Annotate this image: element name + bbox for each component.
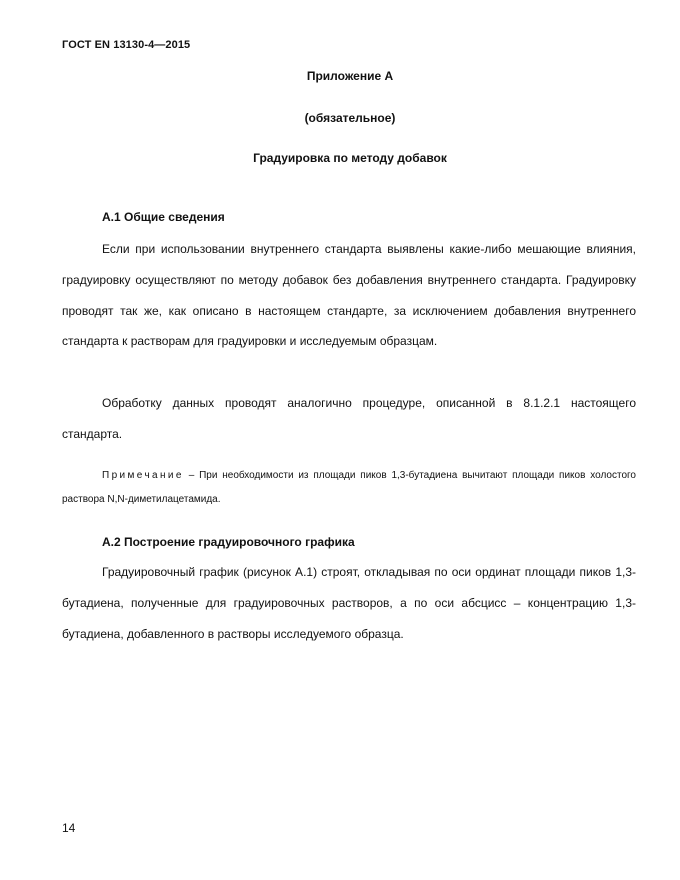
section-heading-a1: А.1 Общие сведения <box>102 210 225 224</box>
paragraph-a1-1: Если при использовании внутреннего стандарта выявлены какие-либо мешающие влияния, градуировку осуществляют по методу добавок без добавления внутреннего стандарта. Градуировку проводят так же, как описано в настоящем стандарте, за исключением добавления внутреннего стандарта к растворам для градуировки и исследуемым образцам. <box>62 242 636 349</box>
page-number: 14 <box>62 821 76 835</box>
section-heading-a2: А.2 Построение градуировочного графика <box>102 535 355 549</box>
appendix-subject: Градуировка по методу добавок <box>253 151 447 165</box>
appendix-status: (обязательное) <box>304 111 396 125</box>
note-text: – При необходимости из площади пиков 1,3-бутадиена вычитают площади пиков холостого раствора N,N-диметилацетамида. <box>62 470 636 505</box>
note <box>62 464 636 512</box>
document-code: ГОСТ EN 13130-4—2015 <box>62 39 191 51</box>
paragraph-a1-2: Обработку данных проводят аналогично процедуре, описанной в 8.1.2.1 настоящего стандарта. <box>62 396 636 441</box>
note-label: Примечание <box>102 470 184 481</box>
paragraph-a2-1: Градуировочный график (рисунок А.1) строят, откладывая по оси ординат площади пиков 1,3-бутадиена, полученные для градуировочных растворов, а по оси абсцисс – концентрацию 1,3-бутадиена, добавленного в растворы исследуемого образца. <box>62 565 636 641</box>
appendix-title: Приложение А <box>306 69 394 83</box>
